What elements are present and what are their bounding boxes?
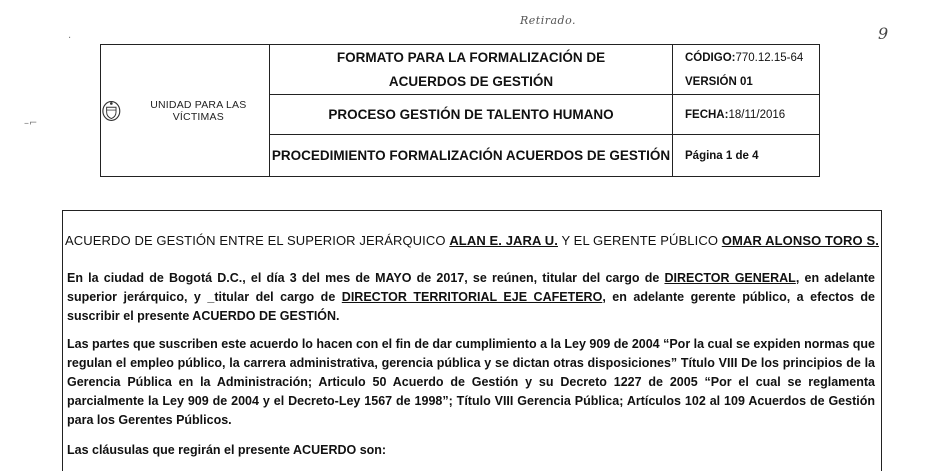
code-version-cell: [673, 45, 820, 95]
format-title-line2: ACUERDOS DE GESTIÓN: [388, 73, 554, 89]
format-title-line1: FORMATO PARA LA FORMALIZACIÓN DE: [336, 49, 606, 65]
format-title-cell: [270, 45, 673, 95]
document-date: FECHA:18/11/2016: [685, 108, 786, 121]
handwritten-page-number: 9: [878, 24, 889, 43]
logo-cell: [101, 45, 270, 177]
paragraph-legal-basis: Las partes que suscriben este acuerdo lo hacen con el fin de dar cumplimiento a la Ley 909 de 2004 “Por la cual se expiden normas que regulan el empleo público, la carrera administrativa, gerencia pública y se dictan otras disposiciones” Título VIII De los principios de la Gerencia Pública en la Administración; Articulo 50 Acuerdo de Gestión y su Decreto 1227 de 2005 “Por el cual se reglamenta parcialmente la Ley 909 de 2004 y el Decreto-Ley 1567 de 1998”; Título VIII Gerencia Pública; Artículos 102 al 109 Acuerdos de Gestión para los Gerentes Públicos.: [67, 337, 875, 427]
paragraph-clauses-intro: Las cláusulas que regirán el presente ACUERDO son:: [67, 443, 387, 457]
procedure-name: PROCEDIMIENTO FORMALIZACIÓN ACUERDOS DE GESTIÓN: [271, 148, 671, 163]
role-manager: DIRECTOR TERRITORIAL EJE CAFETERO: [341, 290, 603, 304]
scan-speck: ·: [68, 33, 72, 44]
document-header-table: [100, 44, 820, 177]
document-version: VERSIÓN 01: [685, 75, 753, 88]
procedure-cell: [270, 135, 673, 177]
process-cell: [270, 95, 673, 135]
process-name: PROCESO GESTIÓN DE TALENTO HUMANO: [328, 107, 614, 122]
date-cell: [673, 95, 820, 135]
page-indicator: Página 1 de 4: [685, 149, 759, 162]
role-superior: DIRECTOR GENERAL: [664, 271, 796, 285]
logo-text: UNIDAD PARA LAS VÍCTIMAS: [150, 98, 247, 123]
organization-logo: [101, 99, 269, 123]
handwritten-note: Retirado.: [520, 14, 577, 27]
agreement-body: [62, 210, 882, 471]
superior-name: ALAN E. JARA U.: [449, 233, 558, 248]
paragraph-intro: En la ciudad de Bogotá D.C., el día 3 del mes de MAYO de 2017, se reúnen, titular del cargo de DIRECTOR GENERAL, en adelante superior jerárquico, y _titular del cargo de DIRECTOR TERRITORIAL EJE CAFETERO, en adelante gerente público, a efectos de suscribir el presente ACUERDO DE GESTIÓN.: [67, 271, 875, 323]
scan-mark: –⌐: [24, 118, 38, 129]
document-code: CÓDIGO:770.12.15-64: [685, 51, 804, 64]
coat-of-arms-icon: [101, 99, 122, 123]
manager-name: OMAR ALONSO TORO S.: [721, 233, 879, 248]
agreement-title: ACUERDO DE GESTIÓN ENTRE EL SUPERIOR JERÁRQUICO ALAN E. JARA U. Y EL GERENTE PÚBLICO OMAR ALONSO TORO S.: [65, 233, 879, 248]
page-cell: [673, 135, 820, 177]
